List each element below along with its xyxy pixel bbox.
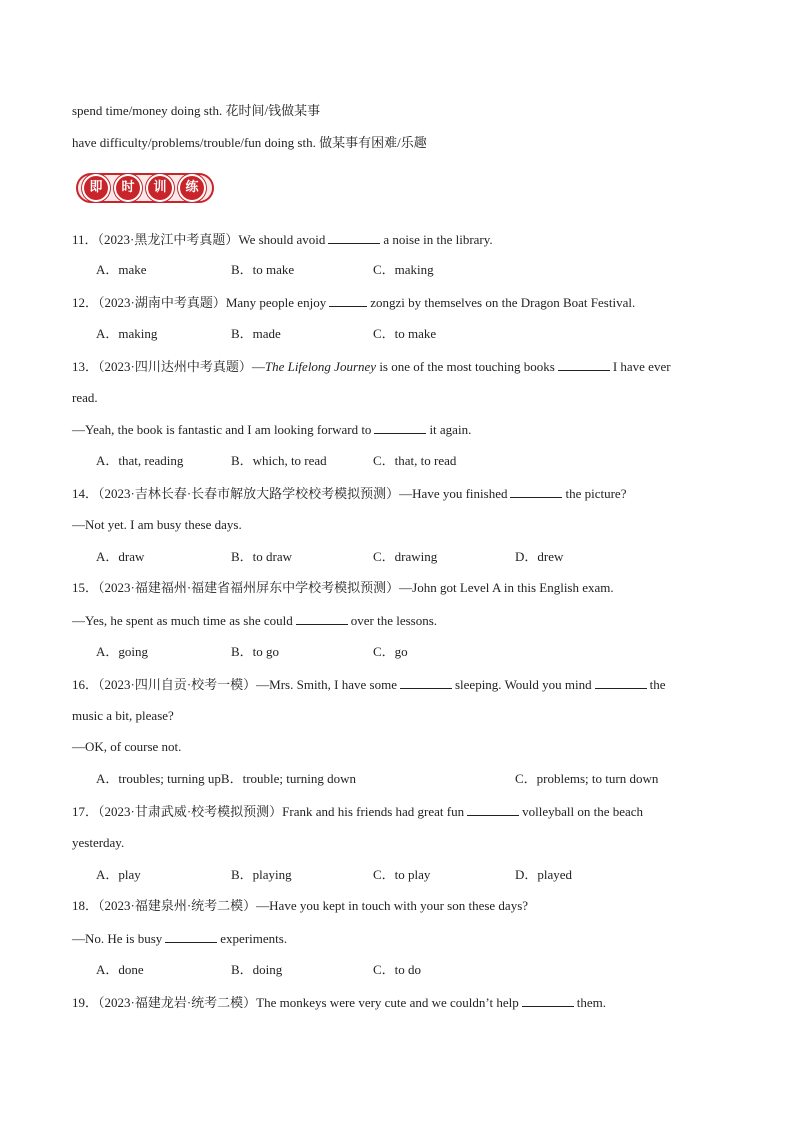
answer-blank: [595, 676, 647, 689]
q14-option-b: B．to draw: [231, 549, 293, 564]
badge-char-3: 训: [148, 176, 172, 200]
question-18-reply: —No. He is busy experiments.: [72, 931, 288, 946]
question-17-cont: yesterday.: [72, 835, 125, 850]
q13-option-b: B．which, to read: [231, 453, 327, 468]
question-17: 17．（2023·甘肃武威·校考模拟预测）Frank and his friends had great fun volleyball on the beach: [72, 804, 644, 819]
q18-option-c: C．to do: [373, 962, 422, 977]
q17-option-b: B．playing: [231, 867, 292, 882]
badge-char-4: 练: [180, 176, 204, 200]
question-16-cont: music a bit, please?: [72, 708, 174, 723]
q12-option-a: A．making: [96, 326, 158, 341]
question-14: 14．（2023·吉林长春·长春市解放大路学校校考模拟预测）—Have you finished the picture?: [72, 486, 627, 501]
q17-option-d: D．played: [515, 867, 573, 882]
q12-option-b: B．made: [231, 326, 281, 341]
q13-option-c: C．that, to read: [373, 453, 457, 468]
q15-option-a: A．going: [96, 644, 149, 659]
q18-option-a: A．done: [96, 962, 144, 977]
question-16: 16．（2023·四川自贡·校考一模）—Mrs. Smith, I have some sleeping. Would you mind the: [72, 677, 666, 692]
q17-option-a: A．play: [96, 867, 141, 882]
answer-blank: [510, 485, 562, 498]
practice-badge: [76, 173, 216, 205]
answer-blank: [328, 231, 380, 244]
question-13-reply: —Yeah, the book is fantastic and I am looking forward to it again.: [72, 422, 472, 437]
answer-blank: [400, 676, 452, 689]
q11-option-c: C．making: [373, 262, 434, 277]
answer-blank: [522, 994, 574, 1007]
note-spend: spend time/money doing sth. 花时间/钱做某事: [72, 103, 321, 118]
q15-option-c: C．go: [373, 644, 408, 659]
badge-char-2: 时: [116, 176, 140, 200]
q11-option-b: B．to make: [231, 262, 295, 277]
question-14-reply: —Not yet. I am busy these days.: [72, 517, 242, 532]
q15-option-b: B．to go: [231, 644, 280, 659]
question-18: 18．（2023·福建泉州·统考二模）—Have you kept in touch with your son these days?: [72, 898, 529, 913]
note-have-difficulty: have difficulty/problems/trouble/fun doing sth. 做某事有困难/乐趣: [72, 135, 427, 150]
question-13-cont: read.: [72, 390, 98, 405]
answer-blank: [467, 803, 519, 816]
q11-option-a: A．make: [96, 262, 147, 277]
q16-option-c: C．problems; to turn down: [515, 771, 659, 786]
badge-char-1: 即: [84, 176, 108, 200]
question-13: 13．（2023·四川达州中考真题）—The Lifelong Journey is one of the most touching books I have ever: [72, 359, 671, 374]
answer-blank: [296, 612, 348, 625]
question-16-reply: —OK, of course not.: [72, 739, 182, 754]
q13-option-a: A．that, reading: [96, 453, 184, 468]
q14-option-c: C．drawing: [373, 549, 438, 564]
question-15: 15．（2023·福建福州·福建省福州屏东中学校考模拟预测）—John got Level A in this English exam.: [72, 580, 614, 595]
q17-option-c: C．to play: [373, 867, 431, 882]
q18-option-b: B．doing: [231, 962, 283, 977]
answer-blank: [558, 358, 610, 371]
question-12: 12．（2023·湖南中考真题）Many people enjoy zongzi by themselves on the Dragon Boat Festival.: [72, 295, 636, 310]
q14-option-a: A．draw: [96, 549, 145, 564]
question-19: 19．（2023·福建龙岩·统考二模）The monkeys were very cute and we couldn’t help them.: [72, 995, 606, 1010]
question-11: 11．（2023·黑龙江中考真题）We should avoid a noise in the library.: [72, 232, 493, 247]
q16-option-a-b: A．troubles; turning upB．trouble; turning down: [96, 771, 356, 786]
answer-blank: [329, 294, 367, 307]
answer-blank: [374, 421, 426, 434]
answer-blank: [165, 930, 217, 943]
question-15-reply: —Yes, he spent as much time as she could over the lessons.: [72, 613, 438, 628]
q12-option-c: C．to make: [373, 326, 437, 341]
q14-option-d: D．drew: [515, 549, 564, 564]
